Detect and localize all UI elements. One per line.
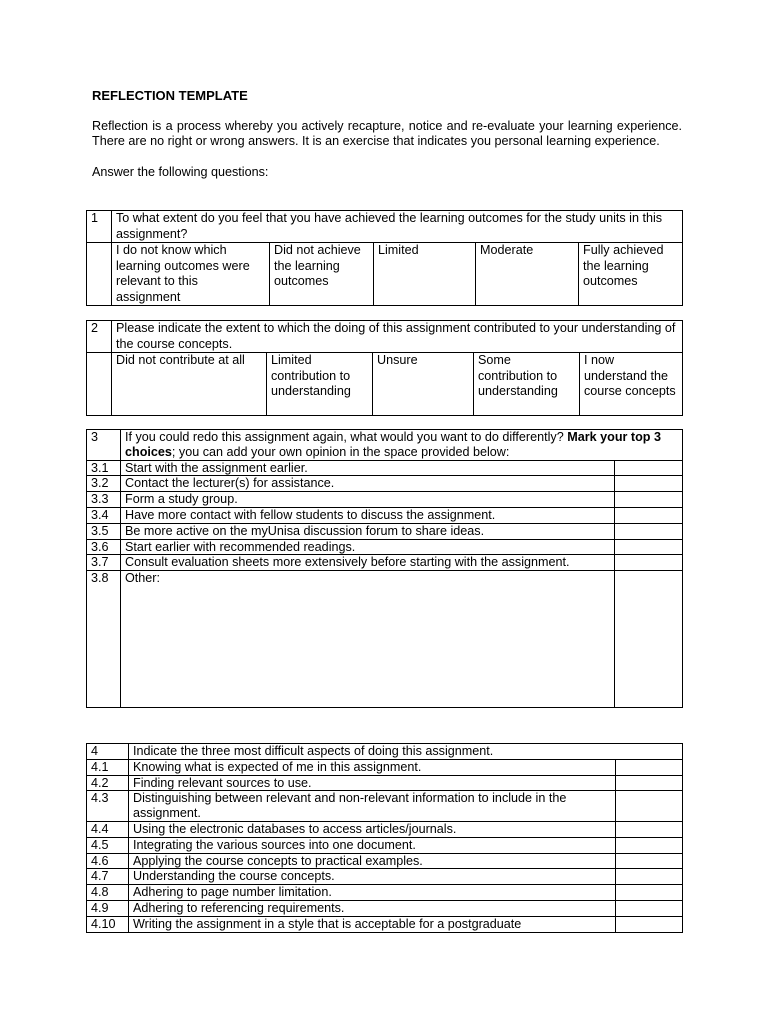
mark-cell[interactable] bbox=[616, 775, 683, 791]
item-number: 3.8 bbox=[87, 571, 121, 708]
rating-option[interactable]: Fully achieved the learning outcomes bbox=[579, 243, 683, 306]
mark-cell[interactable] bbox=[616, 759, 683, 775]
question-number: 4 bbox=[87, 744, 129, 760]
instruction-text: Answer the following questions: bbox=[92, 164, 269, 179]
rating-option[interactable]: Moderate bbox=[476, 243, 579, 306]
item-text: Contact the lecturer(s) for assistance. bbox=[121, 476, 615, 492]
question-text: Indicate the three most difficult aspects of doing this assignment. bbox=[129, 744, 683, 760]
question-text: To what extent do you feel that you have achieved the learning outcomes for the study units in this assignment? bbox=[112, 211, 683, 243]
item-text: Start earlier with recommended readings. bbox=[121, 539, 615, 555]
question-4-table bbox=[86, 743, 683, 933]
mark-cell[interactable] bbox=[616, 885, 683, 901]
rating-option[interactable]: I now understand the course concepts bbox=[580, 353, 683, 416]
question-number: 1 bbox=[87, 211, 112, 243]
item-text: Writing the assignment in a style that is acceptable for a postgraduate bbox=[129, 916, 616, 932]
item-text: Form a study group. bbox=[121, 492, 615, 508]
item-number: 4.6 bbox=[87, 853, 129, 869]
empty-cell bbox=[87, 353, 112, 416]
mark-cell[interactable] bbox=[616, 869, 683, 885]
mark-cell[interactable] bbox=[615, 460, 683, 476]
item-number: 4.5 bbox=[87, 837, 129, 853]
question-emphasis: Mark your top 3 choices bbox=[125, 430, 661, 459]
empty-cell bbox=[87, 243, 112, 306]
item-text: Distinguishing between relevant and non-relevant information to include in the assignment. bbox=[129, 791, 616, 822]
document-title: REFLECTION TEMPLATE bbox=[92, 88, 248, 103]
item-text: Knowing what is expected of me in this assignment. bbox=[129, 759, 616, 775]
item-number: 4.4 bbox=[87, 821, 129, 837]
mark-cell[interactable] bbox=[615, 507, 683, 523]
item-number: 4.8 bbox=[87, 885, 129, 901]
mark-cell[interactable] bbox=[615, 476, 683, 492]
item-text: Understanding the course concepts. bbox=[129, 869, 616, 885]
item-number: 4.7 bbox=[87, 869, 129, 885]
item-number: 3.7 bbox=[87, 555, 121, 571]
mark-cell[interactable] bbox=[615, 523, 683, 539]
rating-option[interactable]: Limited bbox=[374, 243, 476, 306]
intro-paragraph: Reflection is a process whereby you actively recapture, notice and re-evaluate your learning experience. There are no right or wrong answers. It is an exercise that indicates you personal learning experience. bbox=[92, 118, 682, 148]
item-text: Applying the course concepts to practical examples. bbox=[129, 853, 616, 869]
mark-cell[interactable] bbox=[616, 791, 683, 822]
item-text: Using the electronic databases to access articles/journals. bbox=[129, 821, 616, 837]
rating-option[interactable]: I do not know which learning outcomes were relevant to this assignment bbox=[112, 243, 270, 306]
item-text: Have more contact with fellow students to discuss the assignment. bbox=[121, 507, 615, 523]
item-text: Start with the assignment earlier. bbox=[121, 460, 615, 476]
question-text: If you could redo this assignment again, what would you want to do differently? Mark your top 3 choices; you can add your own opinion in the space provided below: bbox=[121, 430, 683, 461]
item-text: Integrating the various sources into one document. bbox=[129, 837, 616, 853]
item-text: Be more active on the myUnisa discussion forum to share ideas. bbox=[121, 523, 615, 539]
mark-cell[interactable] bbox=[615, 492, 683, 508]
item-number: 3.4 bbox=[87, 507, 121, 523]
rating-option[interactable]: Did not contribute at all bbox=[112, 353, 267, 416]
item-number: 3.2 bbox=[87, 476, 121, 492]
item-text: Adhering to page number limitation. bbox=[129, 885, 616, 901]
question-2-table bbox=[86, 320, 683, 416]
rating-option[interactable]: Limited contribution to understanding bbox=[267, 353, 373, 416]
mark-cell[interactable] bbox=[616, 837, 683, 853]
item-number: 4.1 bbox=[87, 759, 129, 775]
item-number: 4.9 bbox=[87, 900, 129, 916]
rating-option[interactable]: Some contribution to understanding bbox=[474, 353, 580, 416]
mark-cell[interactable] bbox=[616, 916, 683, 932]
item-number: 4.2 bbox=[87, 775, 129, 791]
item-number: 4.3 bbox=[87, 791, 129, 822]
item-number: 4.10 bbox=[87, 916, 129, 932]
question-1-table bbox=[86, 210, 683, 306]
question-text: Please indicate the extent to which the doing of this assignment contributed to your understanding of the course concepts. bbox=[112, 321, 683, 353]
other-text-area[interactable]: Other: bbox=[121, 571, 615, 708]
item-number: 3.6 bbox=[87, 539, 121, 555]
item-number: 3.5 bbox=[87, 523, 121, 539]
item-text: Consult evaluation sheets more extensively before starting with the assignment. bbox=[121, 555, 615, 571]
rating-option[interactable]: Unsure bbox=[373, 353, 474, 416]
mark-cell[interactable] bbox=[615, 539, 683, 555]
question-number: 2 bbox=[87, 321, 112, 353]
item-text: Finding relevant sources to use. bbox=[129, 775, 616, 791]
mark-cell[interactable] bbox=[615, 555, 683, 571]
item-number: 3.3 bbox=[87, 492, 121, 508]
question-3-table bbox=[86, 429, 683, 708]
item-text: Adhering to referencing requirements. bbox=[129, 900, 616, 916]
mark-cell[interactable] bbox=[616, 900, 683, 916]
rating-option[interactable]: Did not achieve the learning outcomes bbox=[270, 243, 374, 306]
item-number: 3.1 bbox=[87, 460, 121, 476]
mark-cell[interactable] bbox=[616, 821, 683, 837]
question-number: 3 bbox=[87, 430, 121, 461]
mark-cell[interactable] bbox=[615, 571, 683, 708]
mark-cell[interactable] bbox=[616, 853, 683, 869]
document-page bbox=[92, 88, 682, 180]
